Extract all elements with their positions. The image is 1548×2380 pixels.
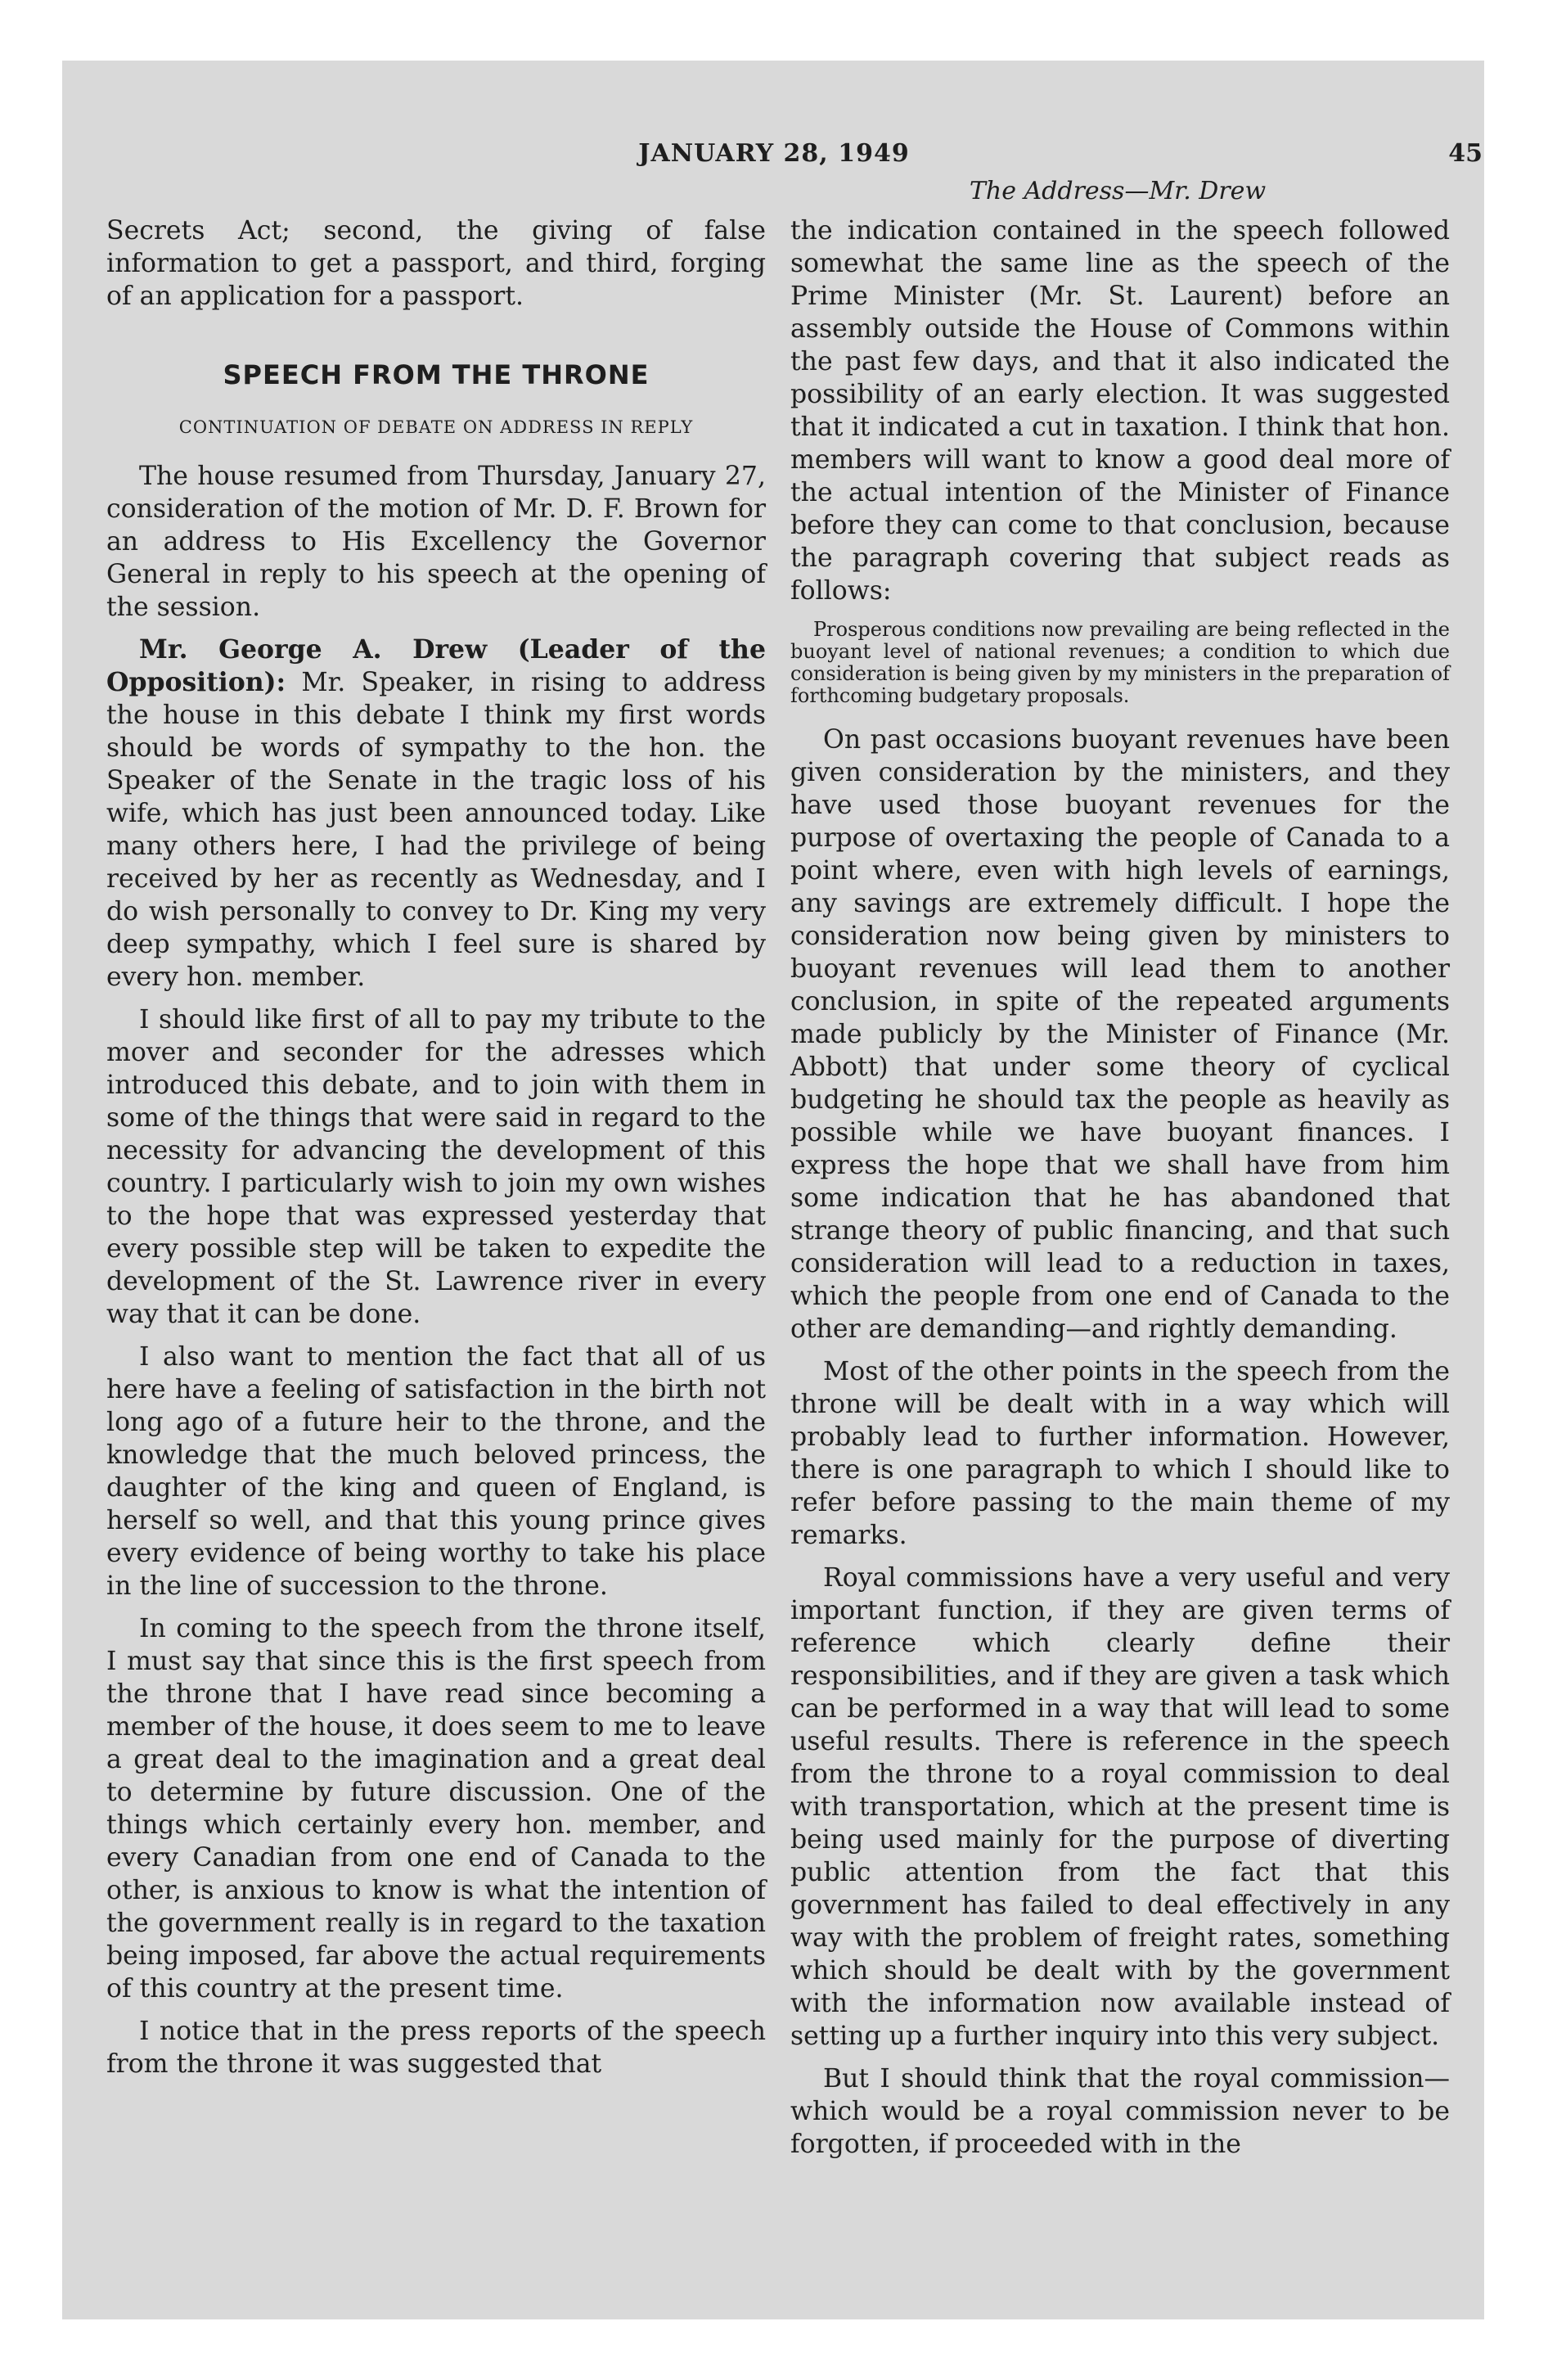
paragraph-other-points: Most of the other points in the speech from the throne will be dealt with in a way which will probably lead to further information. However, there is one paragraph to which I should like to refer before passing to the main theme of my remarks. [790,1357,1450,1550]
section-subheading: CONTINUATION OF DEBATE ON ADDRESS IN REPLY [178,417,694,437]
section-heading: SPEECH FROM THE THRONE [223,359,650,390]
paragraph-but: But I should think that the royal commission—which would be a royal commission never to be forgotten, if proceeded with in the [790,2064,1450,2159]
running-head: The Address—Mr. Drew [969,177,1267,205]
left-column [106,214,766,2090]
right-column [790,214,1450,2170]
paragraph-royal-commissions: Royal commissions have a very useful and very important function, if they are given terms of reference which clearly define their responsibilities, and if they are given a task which can be performed in a way that will lead to some useful results. There is reference in the speech from the throne to a royal commission to deal with transportation, which at the present time is being used mainly for the purpose of diverting public attention from the fact that this government has failed to deal effectively in any way with the problem of freight rates, something which should be dealt with by the government with the information now available instead of setting up a further inquiry into this very subject. [790,1563,1450,2051]
paragraph-resumed: The house resumed from Thursday, January 27, consideration of the motion of Mr. D. F. Brown for an address to His Excellency the Governor General in reply to his speech at the opening of the session. [106,462,766,622]
paragraph-heir: I also want to mention the fact that all of us here have a feeling of satisfaction in the birth not long ago of a future heir to the throne, and the knowledge that the much beloved princess, the daughter of the king and queen of England, is herself so well, and that this young prince gives every evidence of being worthy to take his place in the line of succession to the throne. [106,1342,766,1601]
speaker-name: Mr. George A. Drew (Leader of the Opposition): [106,634,766,697]
page-header [0,139,1548,175]
page-number: 45 [1448,139,1483,168]
paragraph-tribute: I should like first of all to pay my tribute to the mover and seconder for the adresses which introduced this debate, and to join with them in some of the things that were said in regard to the necessity for advancing the development of this country. I particularly wish to join my own wishes to the hope that was expressed yesterday that every possible step will be taken to expedite the development of the St. Lawrence river in every way that it can be done. [106,1005,766,1329]
paragraph-occasions: On past occasions buoyant revenues have been given consideration by the ministers, and they have used those buoyant revenues for the purpose of overtaxing the people of Canada to a point where, even with high levels of earnings, any savings are extremely difficult. I hope the consideration now being given by ministers to buoyant revenues will lead them to another conclusion, in spite of the repeated arguments made publicly by the Minister of Finance (Mr. Abbott) that under some theory of cyclical budgeting he should tax the people as heavily as possible while we have buoyant finances. I express the hope that we shall have from him some indication that he has abandoned that strange theory of public financing, and that such consideration will lead to a reduction in taxes, which the people from one end of Canada to the other are demanding—and rightly demanding. [790,725,1450,1344]
header-date: JANUARY 28, 1949 [638,139,910,168]
paragraph-speaker [106,633,766,994]
speaker-text: Mr. Speaker, in rising to address the house in this debate I think my first words should be words of sympathy to the hon. the Speaker of the Senate in the tragic loss of his wife, which has just been announced today. Like many others here, I had the privilege of being received by her as recently as Wednesday, and I do wish personally to convey to Dr. King my very deep sympathy, which I feel sure is shared by every hon. member. [106,668,766,992]
paragraph-notice: I notice that in the press reports of the speech from the throne it was suggested that [106,2017,766,2079]
paragraph-speech: In coming to the speech from the throne itself, I must say that since this is the first speech from the throne that I have read since becoming a member of the house, it does seem to me to leave a great deal to the imagination and a great deal to determine by future discussion. One of the things which certainly every hon. member, and every Canadian from one end of Canada to the other, is anxious to know is what the intention of the government really is in regard to the taxation being imposed, far above the actual requirements of this country at the present time. [106,1614,766,2004]
block-quote: Prosperous conditions now prevailing are being reflected in the buoyant level of national revenues; a condition to which due consideration is being given by my ministers in the preparation of forthcoming budgetary proposals. [790,618,1450,707]
paragraph-intro: Secrets Act; second, the giving of false information to get a passport, and third, forging of an application for a passport. [106,216,766,311]
paragraph-indication: the indication contained in the speech followed somewhat the same line as the speech of the Prime Minister (Mr. St. Laurent) before an assembly outside the House of Commons within the past few days, and that it also indicated the possibility of an early election. It was suggested that it indicated a cut in taxation. I think that hon. members will want to know a good deal more of the actual intention of the Minister of Finance before they can come to that conclusion, because the paragraph covering that subject reads as follows: [790,216,1450,606]
